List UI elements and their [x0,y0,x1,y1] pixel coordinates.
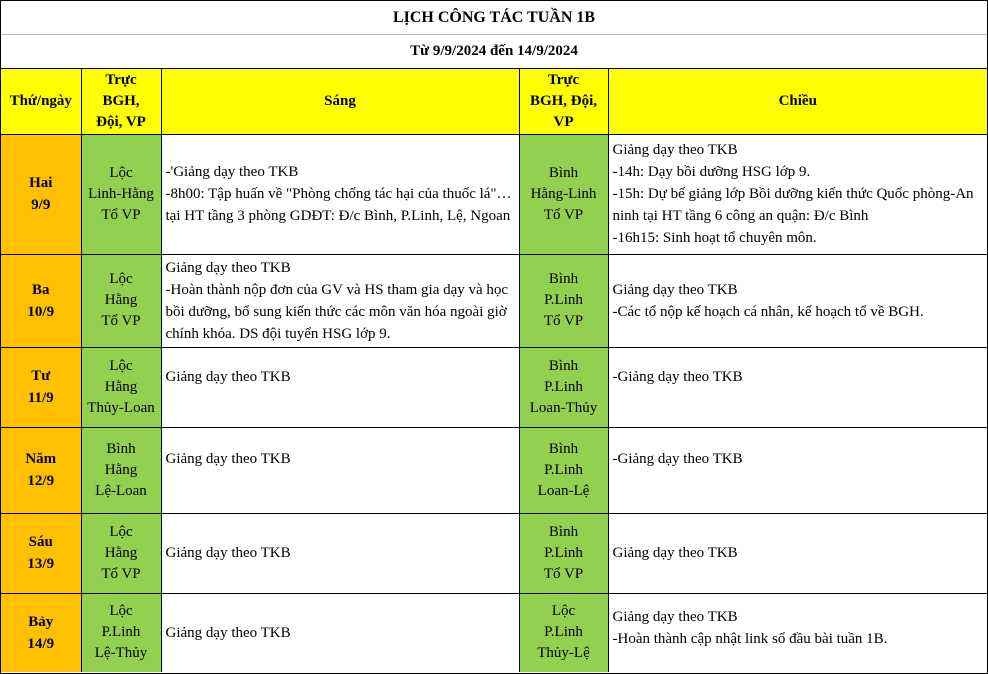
morning-line: Giảng dạy theo TKB [165,259,291,276]
day-name: Bảy [28,613,54,630]
duty-line: Hằng-Linh [530,185,597,202]
morning-line: -'Giảng dạy theo TKB [165,164,299,180]
afternoon-cell [608,347,987,427]
day-cell [1,347,81,427]
duty-line: Lộc [109,164,133,181]
afternoon-cell [608,134,987,254]
duty-line: Bình [548,271,579,287]
afternoon-line: Giảng dạy theo TKB [612,281,738,298]
table-row [1,254,987,347]
afternoon-line: -Các tổ nộp kế hoạch cá nhân, kế hoạch tổ về BGH. [612,303,924,320]
morning-line: Giảng dạy theo TKB [165,624,291,641]
duty-line: Bình [548,164,579,181]
day-name: Hai [29,175,53,191]
duty-line: Lộc [109,603,133,620]
header-duty-morning [81,69,161,134]
morning-line: -Hoàn thành nộp đơn của GV và HS tham gia dạy và học bồi dưỡng, bổ sung kiến thức các môn văn hóa ngoài giờ chính khóa. DS đội tuyển HSG lớp 9. [165,281,509,342]
day-date: 9/9 [31,197,51,213]
day-date: 12/9 [27,473,55,489]
duty-line: Tổ VP [543,565,584,582]
duty-line: Lệ-Loan [95,482,147,499]
afternoon-line: -Hoàn thành cập nhật link sổ đầu bài tuần 1B. [612,630,888,647]
duty-afternoon-cell [519,134,608,254]
day-date: 11/9 [27,390,54,406]
afternoon-line: Giảng dạy theo TKB [612,545,738,561]
header-duty-afternoon-line: BGH, Đội, [529,92,598,109]
morning-line: Giảng dạy theo TKB [165,545,291,561]
day-cell [1,427,81,513]
morning-cell [161,427,519,513]
duty-afternoon-cell [519,427,608,513]
header-duty-afternoon [519,69,608,134]
duty-line: Thủy-Lệ [537,645,590,662]
duty-line: Lộc [551,603,576,620]
afternoon-line: -Giảng dạy theo TKB [612,450,743,467]
morning-cell [161,134,519,254]
duty-line: Hằng [104,292,138,308]
duty-line: Loan-Thủy [529,399,598,416]
duty-line: Hằng [104,461,138,478]
morning-line: -8h00: Tập huấn về "Phòng chống tác hại của thuốc lá"…tại HT tầng 3 phòng GDĐT: Đ/c Bình, P.Linh, Lệ, Ngoan [165,186,512,224]
duty-line: P.Linh [544,292,583,308]
duty-line: P.Linh [544,624,583,641]
day-cell [1,513,81,593]
table-row [1,593,987,672]
table-row [1,347,987,427]
schedule-title: LỊCH CÔNG TÁC TUẦN 1B [1,1,987,35]
duty-line: Bình [548,440,579,457]
duty-line: Lộc [109,523,133,540]
duty-afternoon-cell [519,254,608,347]
table-row [1,427,987,513]
header-duty-afternoon-line: VP [553,113,574,130]
afternoon-cell [608,513,987,593]
day-name: Sáu [28,534,53,550]
schedule-table [1,69,987,672]
table-row [1,134,987,254]
duty-line: Tổ VP [101,313,141,329]
afternoon-cell [608,593,987,672]
morning-cell [161,254,519,347]
table-row [1,513,987,593]
duty-morning-cell [81,254,161,347]
duty-morning-cell [81,593,161,672]
duty-line: P.Linh [101,624,141,641]
afternoon-line: -Giảng dạy theo TKB [612,368,743,385]
header-afternoon: Chiều [608,69,987,134]
morning-cell [161,593,519,672]
afternoon-cell [608,254,987,347]
afternoon-line: Giảng dạy theo TKB [612,608,738,625]
afternoon-line: -14h: Dạy bồi dưỡng HSG lớp 9. [612,164,811,180]
duty-line: Lộc [109,271,133,287]
duty-morning-cell [81,347,161,427]
duty-line: Thủy-Loan [87,399,155,416]
duty-line: Hằng [104,544,138,561]
duty-line: Tổ VP [543,206,584,223]
day-date: 14/9 [27,635,55,652]
schedule-date-range: Từ 9/9/2024 đến 14/9/2024 [1,35,987,69]
duty-line: Bình [106,440,136,457]
header-morning: Sáng [161,69,519,134]
afternoon-line: -16h15: Sinh hoạt tổ chuyên môn. [612,230,817,246]
morning-line: Giảng dạy theo TKB [165,450,291,467]
morning-cell [161,347,519,427]
header-day: Thứ/ngày [1,69,81,134]
day-name: Ba [31,281,50,298]
day-name: Tư [31,368,51,384]
afternoon-cell [608,427,987,513]
duty-line: P.Linh [544,544,583,561]
afternoon-line: -15h: Dự bế giảng lớp Bồi dưỡng kiến thức Quốc phòng-An ninh tại HT tầng 6 công an quận: Đ/c Bình [612,186,974,224]
duty-line: P.Linh [544,461,583,478]
duty-line: Linh-Hằng [88,185,154,202]
duty-line: Lộc [109,357,133,374]
afternoon-line: Giảng dạy theo TKB [612,142,738,158]
day-cell [1,593,81,672]
duty-line: P.Linh [544,378,583,395]
morning-line: Giảng dạy theo TKB [165,368,291,385]
header-duty-afternoon-line: Trực [547,71,580,88]
duty-line: Loan-Lệ [537,482,590,499]
duty-line: Tổ VP [101,565,141,582]
duty-line: Lệ-Thủy [94,645,148,662]
duty-line: Hằng [104,378,138,395]
header-duty-morning-line: BGH, [102,92,140,109]
morning-cell [161,513,519,593]
duty-afternoon-cell [519,513,608,593]
duty-line: Tổ VP [543,313,584,329]
header-duty-morning-line: Trực [105,71,137,88]
duty-line: Tổ VP [101,206,141,223]
duty-line: Bình [548,357,579,374]
table-header-row [1,69,987,134]
duty-morning-cell [81,427,161,513]
duty-line: Bình [548,523,579,540]
duty-afternoon-cell [519,593,608,672]
header-duty-morning-line: Đội, VP [96,113,146,130]
day-date: 10/9 [27,303,55,320]
day-date: 13/9 [27,556,55,572]
duty-morning-cell [81,513,161,593]
duty-morning-cell [81,134,161,254]
day-cell [1,134,81,254]
duty-afternoon-cell [519,347,608,427]
day-cell [1,254,81,347]
day-name: Năm [25,451,57,467]
